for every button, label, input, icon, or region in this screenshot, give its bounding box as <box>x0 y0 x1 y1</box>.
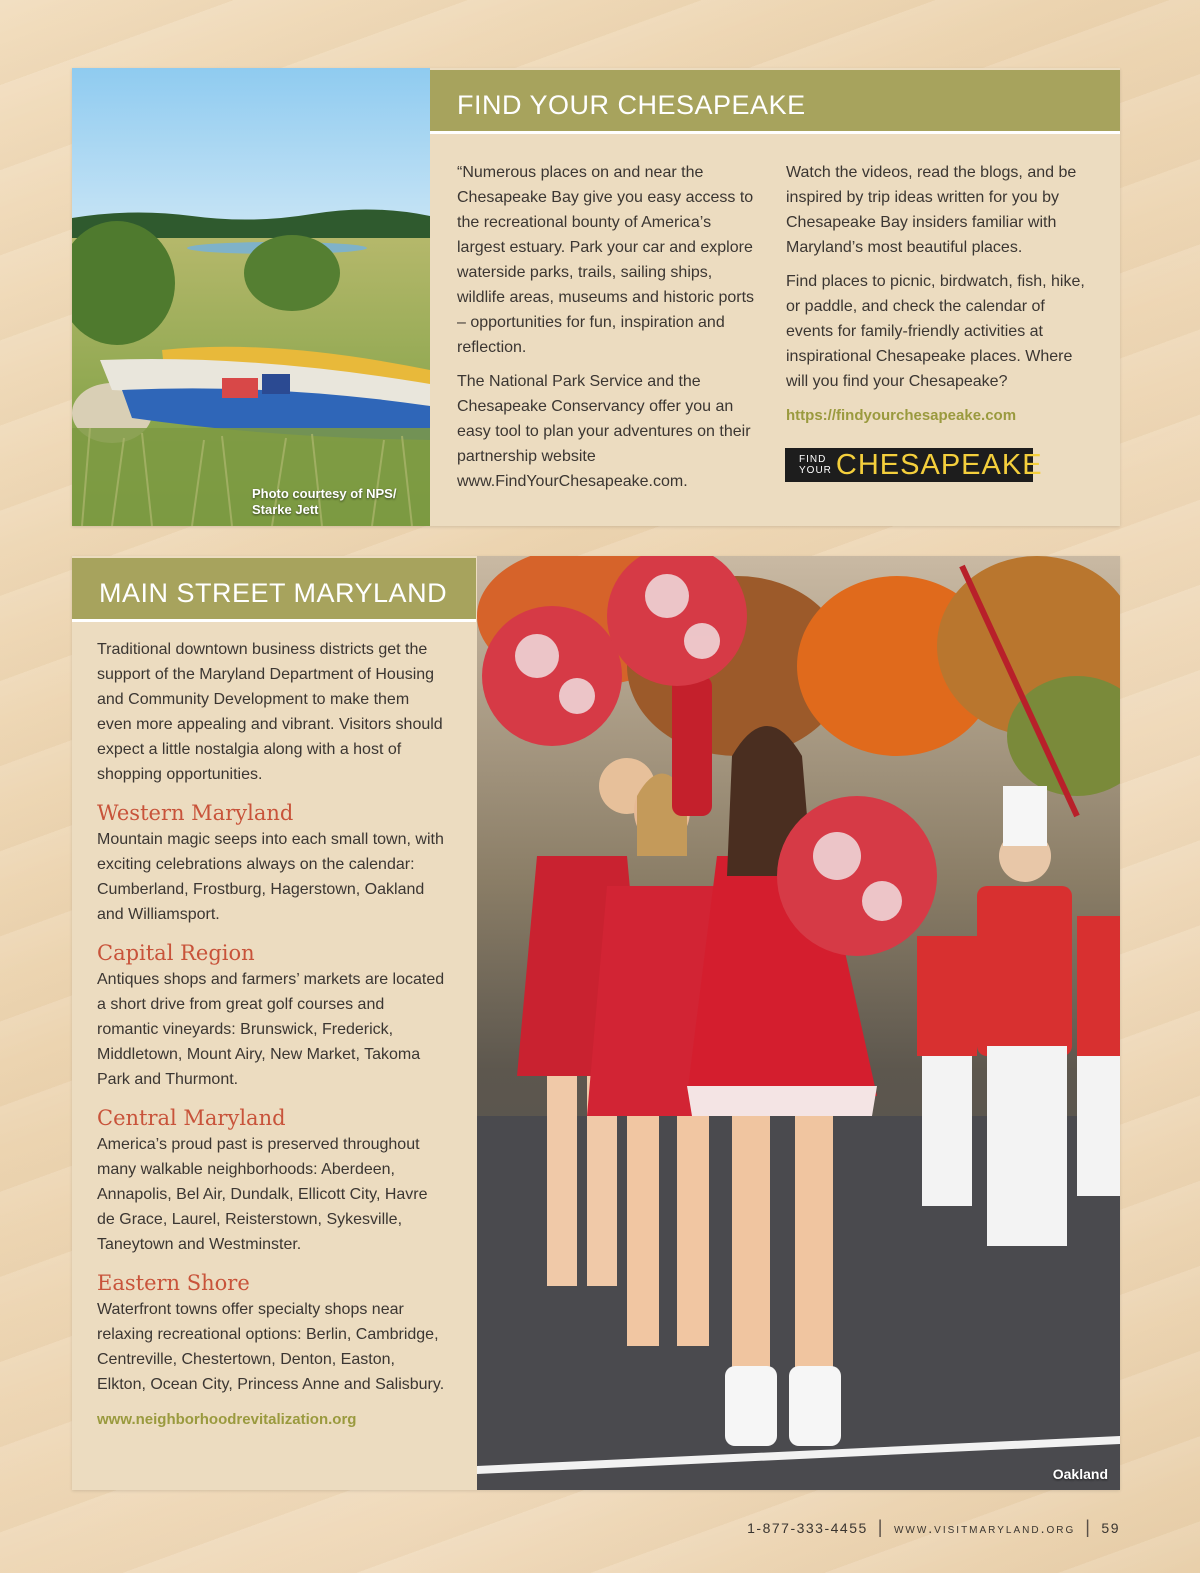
region-central-maryland <box>97 1104 447 1257</box>
find-your-chesapeake-panel <box>72 68 1120 526</box>
region-text: Antiques shops and farmers’ markets are located a short drive from great golf courses and romantic vineyards: Brunswick, Frederick, Middletown, Mount Airy, New Market, Takoma Park and Thurmont. <box>97 971 445 1088</box>
photo-caption: Oakland <box>1052 1466 1108 1482</box>
region-heading: Capital Region <box>97 941 255 965</box>
logo-chesapeake-text: CHESAPEAKE <box>835 449 1043 481</box>
intro-paragraph: “Numerous places on and near the Chesapeake Bay give you easy access to the recreational bounty of America’s largest estuary. Park your car and explore waterside parks, trails, sailing ships, wildlife areas, museums and historic ports – opportunities for fun, inspiration and reflection. <box>457 164 755 356</box>
main-street-maryland-panel <box>72 556 1120 1490</box>
parade-majorettes-photo <box>477 556 1120 1490</box>
logo-find-text: FIND <box>799 454 827 465</box>
main-street-column <box>97 637 447 1441</box>
logo-your-text: YOUR <box>799 465 832 476</box>
footer-divider: | <box>877 1517 884 1537</box>
find-chesapeake-column-2 <box>786 160 1096 437</box>
main-street-banner <box>72 558 476 622</box>
region-heading: Central Maryland <box>97 1106 286 1130</box>
nps-paragraph: The National Park Service and the Chesapeake Conservancy offer you an easy tool to plan your adventures on their partnership website www.FindYourChesapeake.com. <box>457 373 751 490</box>
footer-divider: | <box>1085 1517 1092 1537</box>
photo-credit: Photo courtesy of NPS/ Starke Jett <box>252 486 397 517</box>
find-chesapeake-title: FIND YOUR CHESAPEAKE <box>457 90 806 120</box>
main-street-title: MAIN STREET MARYLAND <box>99 578 448 608</box>
region-heading: Eastern Shore <box>97 1271 250 1295</box>
videos-paragraph: Watch the videos, read the blogs, and be inspired by trip ideas written for you by Chesapeake Bay insiders familiar with Maryland’s most beautiful places. <box>786 164 1077 256</box>
region-text: Waterfront towns offer specialty shops near relaxing recreational options: Berlin, Cambridge, Centreville, Chestertown, Denton, Easton, Elkton, Ocean City, Princess Anne and Salisbury. <box>97 1301 445 1393</box>
find-chesapeake-banner <box>430 70 1120 134</box>
region-heading: Western Maryland <box>97 801 294 825</box>
find-chesapeake-link[interactable]: https://findyourchesapeake.com <box>786 407 1017 424</box>
main-street-intro: Traditional downtown business districts get the support of the Maryland Department of Housing and Community Development to make them even more appealing and vibrant. Visitors should expect a little nostalgia along with a host of shopping opportunities. <box>97 641 443 783</box>
region-text: America’s proud past is preserved throughout many walkable neighborhoods: Aberdeen, Annapolis, Bel Air, Dundalk, Ellicott City, Havre de Grace, Laurel, Reisterstown, Sykesville, Taneytown and Westminster. <box>97 1136 428 1253</box>
region-eastern-shore <box>97 1269 447 1397</box>
find-your-chesapeake-logo <box>785 448 1043 482</box>
region-capital-region <box>97 939 447 1092</box>
region-western-maryland <box>97 799 447 927</box>
region-text: Mountain magic seeps into each small town, with exciting celebrations always on the calendar: Cumberland, Frostburg, Hagerstown, Oakland and Williamsport. <box>97 831 444 923</box>
neighborhood-revitalization-link[interactable]: www.neighborhoodrevitalization.org <box>97 1411 357 1428</box>
page-footer <box>747 1517 1120 1538</box>
page-number: 59 <box>1101 1519 1120 1536</box>
footer-phone: 1-877-333-4455 <box>747 1519 868 1536</box>
kayaks-marsh-photo <box>72 68 430 526</box>
find-chesapeake-column-1 <box>457 160 757 503</box>
places-paragraph: Find places to picnic, birdwatch, fish, hike, or paddle, and check the calendar of events for family-friendly activities at inspirational Chesapeake places. Where will you find your Chesapeake? <box>786 273 1085 390</box>
footer-website[interactable]: www.visitmaryland.org <box>893 1519 1076 1536</box>
